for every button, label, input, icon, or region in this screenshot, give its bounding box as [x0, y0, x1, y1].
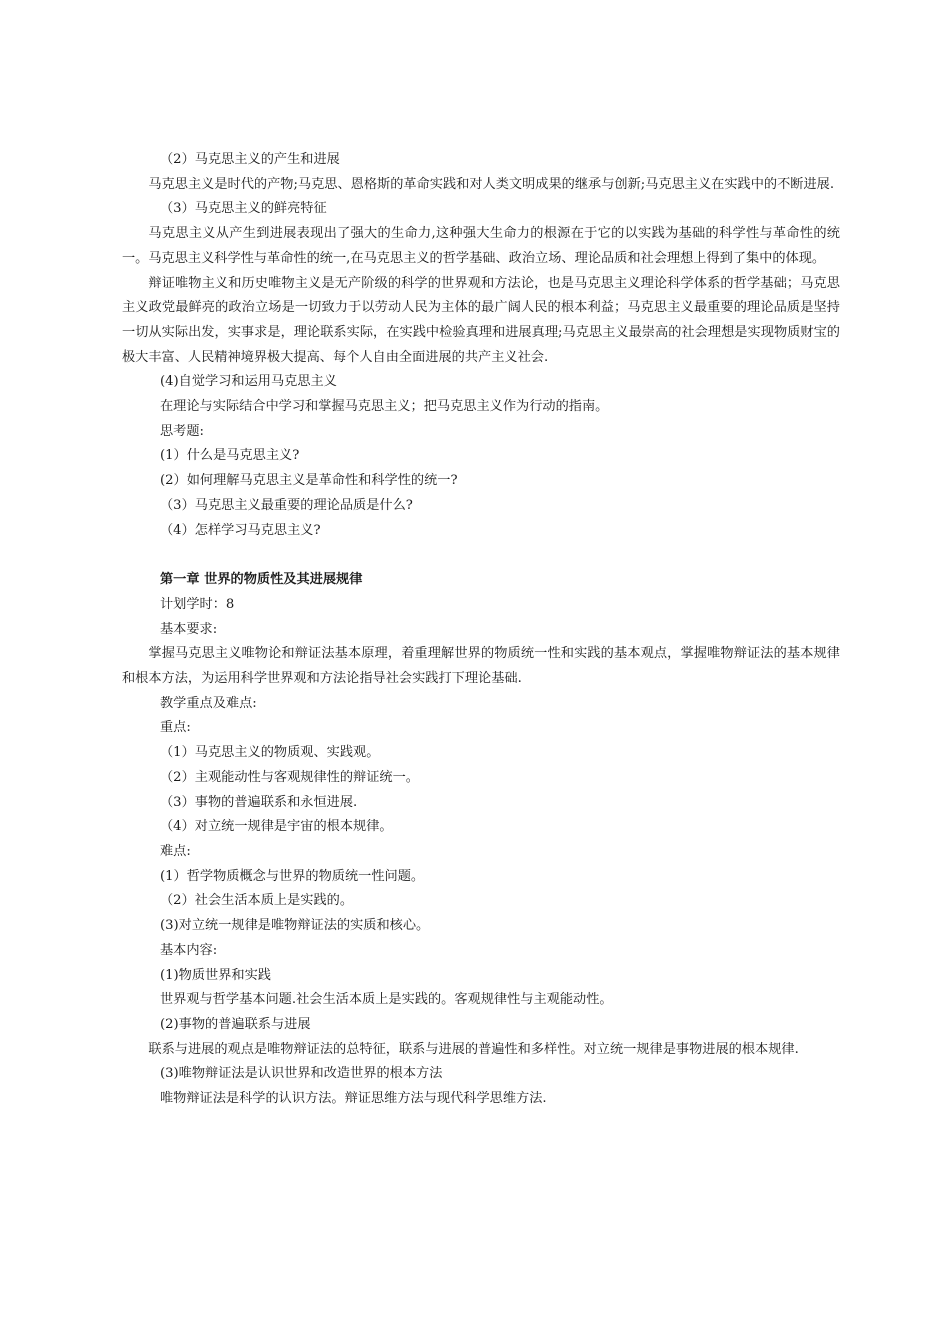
section-heading-3: （3）马克思主义的鲜亮特征 [160, 201, 327, 217]
section-spacer [122, 543, 840, 568]
section-heading-4: (4)自觉学习和运用马克思主义 [160, 374, 337, 390]
content-heading-3: (3)唯物辩证法是认识世界和改造世界的根本方法 [160, 1066, 443, 1082]
content-text-1: 世界观与哲学基本问题.社会生活本质上是实践的。客观规律性与主观能动性。 [160, 992, 613, 1008]
key-point-item: （2）主观能动性与客观规律性的辩证统一。 [160, 769, 419, 785]
chapter-title: 第一章 世界的物质性及其进展规律 [160, 572, 363, 588]
section-paragraph-4: 在理论与实际结合中学习和掌握马克思主义；把马克思主义作为行动的指南。 [160, 399, 609, 415]
focus-label: 教学重点及难点: [160, 695, 257, 711]
content-label: 基本内容: [160, 942, 218, 958]
section-heading-2: （2）马克思主义的产生和进展 [160, 152, 340, 167]
requirements-text: 掌握马克思主义唯物论和辩证法基本原理，着重理解世界的物质统一性和实践的基本观点，掌握唯物辩证法的基本规律和根本方法，为运用科学世界观和方法论指导社会实践打下理论基础. [122, 646, 840, 687]
question-item: (1）什么是马克思主义? [160, 448, 300, 464]
content-heading-1: (1)物质世界和实践 [160, 967, 271, 983]
question-item: （4）怎样学习马克思主义? [160, 522, 321, 538]
section-paragraph-3a: 马克思主义从产生到进展表现出了强大的生命力,这种强大生命力的根源在于它的以实践为基础的科学性与革命性的统一。马克思主义科学性与革命性的统一,在马克思主义的哲学基础、政治立场、理论品质和社会理想上得到了集中的体现。 [122, 226, 840, 266]
difficulty-item: （2）社会生活本质上是实践的。 [160, 893, 354, 909]
section-paragraph-3b: 辩证唯物主义和历史唯物主义是无产阶级的科学的世界观和方法论，也是马克思主义理论科学体系的哲学基础；马克思主义政党最鲜亮的政治立场是一切致力于以劳动人民为主体的最广阔人民的根本利益；马克思主义最重要的理论品质是坚持一切从实际出发，实事求是，理论联系实际，在实践中检验真理和进展真理;马克思主义最崇高的社会理想是实现物质财宝的极大丰富、人民精神境界极大提高、每个人自由全面进展的共产主义社会. [122, 275, 840, 365]
content-heading-2: (2)事物的普遍联系与进展 [160, 1016, 311, 1032]
key-point-item: （1）马克思主义的物质观、实践观。 [160, 745, 380, 761]
question-item: (2）如何理解马克思主义是革命性和科学性的统一? [160, 473, 458, 489]
key-points-label: 重点: [160, 720, 191, 736]
planned-hours: 计划学时：8 [160, 596, 235, 612]
difficulty-item: (1）哲学物质概念与世界的物质统一性问题。 [160, 868, 425, 884]
question-item: （3）马克思主义最重要的理论品质是什么? [160, 497, 413, 513]
content-text-2: 联系与进展的观点是唯物辩证法的总特征，联系与进展的普遍性和多样性。对立统一规律是事物进展的根本规律. [148, 1041, 799, 1057]
section-paragraph-2: 马克思主义是时代的产物;马克思、恩格斯的革命实践和对人类文明成果的继承与创新;马克思主义在实践中的不断进展. [148, 176, 835, 192]
requirements-label: 基本要求: [160, 621, 218, 637]
key-point-item: （4）对立统一规律是宇宙的根本规律。 [160, 819, 393, 835]
page-content [122, 148, 840, 1112]
key-point-item: （3）事物的普遍联系和永恒进展. [160, 794, 358, 810]
difficulties-label: 难点: [160, 843, 191, 859]
content-text-3: 唯物辩证法是科学的认识方法。辩证思维方法与现代科学思维方法. [160, 1091, 547, 1107]
questions-label: 思考题: [160, 423, 205, 439]
difficulty-item: (3)对立统一规律是唯物辩证法的实质和核心。 [160, 918, 430, 934]
